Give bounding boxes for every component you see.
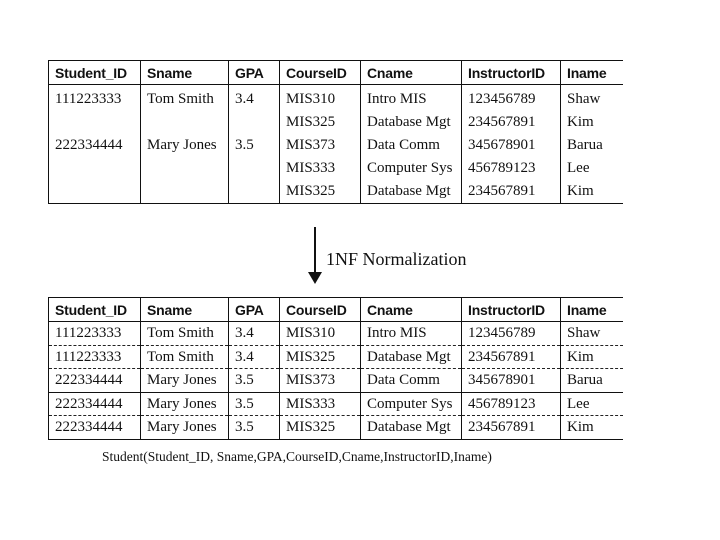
cell-student-id <box>49 180 141 204</box>
cell-gpa: 3.5 <box>229 416 280 440</box>
cell-course-id: MIS310 <box>280 322 361 346</box>
cell-cname: Database Mgt <box>361 111 462 134</box>
cell-course-id: MIS325 <box>280 416 361 440</box>
table-row <box>49 345 623 369</box>
cell-instructor-id: 234567891 <box>462 180 561 204</box>
cell-sname: Tom Smith <box>141 322 229 346</box>
cell-student-id <box>49 157 141 180</box>
arrow-down-icon <box>308 272 322 284</box>
cell-iname: Kim <box>561 416 623 440</box>
cell-cname: Database Mgt <box>361 416 462 440</box>
cell-cname: Database Mgt <box>361 345 462 369</box>
cell-student-id: 222334444 <box>49 134 141 157</box>
cell-course-id: MIS325 <box>280 345 361 369</box>
table-row <box>49 180 623 204</box>
cell-instructor-id: 123456789 <box>462 85 561 112</box>
normalized-table <box>48 297 623 440</box>
cell-cname: Intro MIS <box>361 322 462 346</box>
cell-course-id: MIS373 <box>280 134 361 157</box>
cell-instructor-id: 123456789 <box>462 322 561 346</box>
cell-gpa <box>229 180 280 204</box>
cell-gpa <box>229 111 280 134</box>
cell-instructor-id: 234567891 <box>462 345 561 369</box>
cell-gpa: 3.5 <box>229 392 280 416</box>
cell-cname: Data Comm <box>361 134 462 157</box>
cell-instructor-id: 456789123 <box>462 392 561 416</box>
header-row <box>49 298 623 322</box>
cell-iname: Barua <box>561 369 623 393</box>
cell-iname: Kim <box>561 345 623 369</box>
cell-iname: Lee <box>561 392 623 416</box>
cell-student-id: 111223333 <box>49 322 141 346</box>
cell-student-id: 111223333 <box>49 85 141 112</box>
relation-schema-caption: Student(Student_ID, Sname,GPA,CourseID,Cname,InstructorID,Iname) <box>102 449 492 464</box>
arrow-shaft <box>314 227 316 273</box>
col-header-sname: Sname <box>141 298 229 322</box>
col-header-instructor-id: InstructorID <box>462 298 561 322</box>
cell-sname: Tom Smith <box>141 85 229 112</box>
cell-gpa <box>229 157 280 180</box>
cell-iname: Lee <box>561 157 623 180</box>
col-header-cname: Cname <box>361 298 462 322</box>
col-header-cname: Cname <box>361 61 462 85</box>
unnormalized-table <box>48 60 623 204</box>
normalization-label: 1NF Normalization <box>326 249 467 269</box>
cell-student-id: 222334444 <box>49 416 141 440</box>
cell-instructor-id: 345678901 <box>462 134 561 157</box>
table-row <box>49 392 623 416</box>
col-header-student-id: Student_ID <box>49 298 141 322</box>
cell-course-id: MIS373 <box>280 369 361 393</box>
cell-course-id: MIS325 <box>280 111 361 134</box>
cell-cname: Data Comm <box>361 369 462 393</box>
table-row <box>49 111 623 134</box>
col-header-course-id: CourseID <box>280 298 361 322</box>
cell-iname: Kim <box>561 111 623 134</box>
cell-sname <box>141 180 229 204</box>
cell-sname: Mary Jones <box>141 369 229 393</box>
cell-sname: Mary Jones <box>141 416 229 440</box>
cell-iname: Shaw <box>561 85 623 112</box>
cell-iname: Barua <box>561 134 623 157</box>
cell-cname: Database Mgt <box>361 180 462 204</box>
cell-student-id: 222334444 <box>49 369 141 393</box>
col-header-sname: Sname <box>141 61 229 85</box>
table-row <box>49 134 623 157</box>
cell-gpa: 3.5 <box>229 369 280 393</box>
cell-iname: Shaw <box>561 322 623 346</box>
table-row <box>49 157 623 180</box>
cell-gpa: 3.4 <box>229 85 280 112</box>
col-header-gpa: GPA <box>229 61 280 85</box>
cell-cname: Computer Sys <box>361 157 462 180</box>
col-header-instructor-id: InstructorID <box>462 61 561 85</box>
table-row <box>49 369 623 393</box>
cell-sname: Mary Jones <box>141 392 229 416</box>
cell-student-id: 111223333 <box>49 345 141 369</box>
cell-course-id: MIS310 <box>280 85 361 112</box>
table-row <box>49 416 623 440</box>
col-header-course-id: CourseID <box>280 61 361 85</box>
cell-course-id: MIS333 <box>280 392 361 416</box>
cell-instructor-id: 345678901 <box>462 369 561 393</box>
table-row <box>49 85 623 112</box>
col-header-gpa: GPA <box>229 298 280 322</box>
cell-iname: Kim <box>561 180 623 204</box>
cell-student-id <box>49 111 141 134</box>
cell-instructor-id: 234567891 <box>462 416 561 440</box>
cell-instructor-id: 234567891 <box>462 111 561 134</box>
col-header-iname: Iname <box>561 298 623 322</box>
cell-instructor-id: 456789123 <box>462 157 561 180</box>
cell-course-id: MIS325 <box>280 180 361 204</box>
header-row <box>49 61 623 85</box>
cell-cname: Computer Sys <box>361 392 462 416</box>
cell-student-id: 222334444 <box>49 392 141 416</box>
cell-course-id: MIS333 <box>280 157 361 180</box>
cell-cname: Intro MIS <box>361 85 462 112</box>
cell-gpa: 3.4 <box>229 345 280 369</box>
col-header-iname: Iname <box>561 61 623 85</box>
cell-gpa: 3.5 <box>229 134 280 157</box>
cell-sname: Tom Smith <box>141 345 229 369</box>
col-header-student-id: Student_ID <box>49 61 141 85</box>
cell-gpa: 3.4 <box>229 322 280 346</box>
normalization-arrow <box>300 227 500 289</box>
cell-sname <box>141 157 229 180</box>
cell-sname: Mary Jones <box>141 134 229 157</box>
cell-sname <box>141 111 229 134</box>
table-row <box>49 322 623 346</box>
